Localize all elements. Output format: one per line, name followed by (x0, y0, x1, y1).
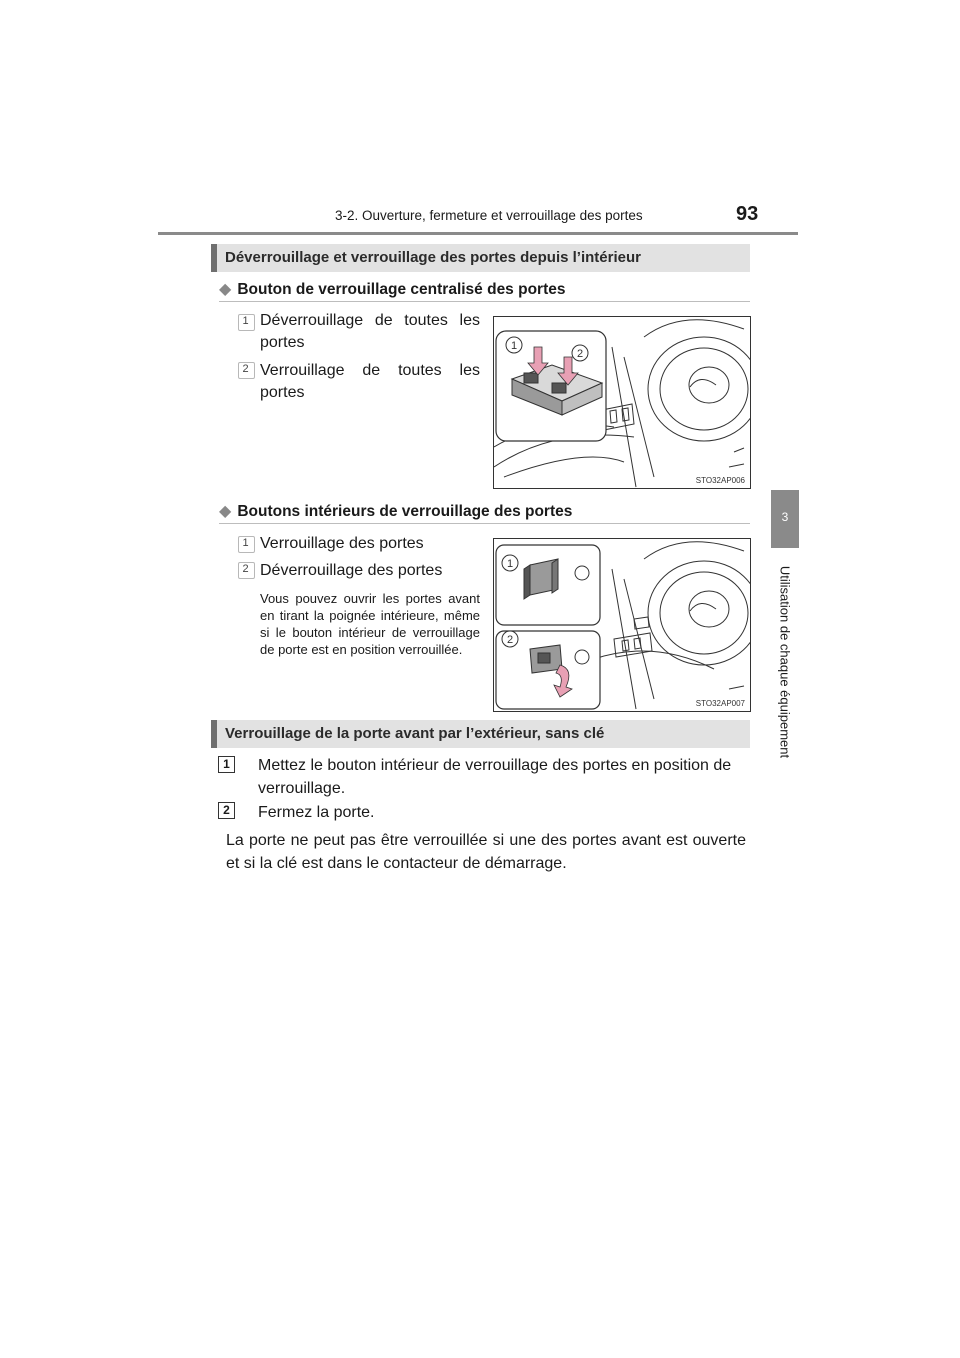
step-text: Mettez le bouton intérieur de verrouillage des portes en position de verrouillage. (258, 757, 732, 797)
chapter-label: Utilisation de chaque équipement (777, 565, 793, 759)
section-heading-text: Verrouillage de la porte avant par l’extérieur, sans clé (225, 725, 605, 742)
diamond-icon: ◆ (219, 281, 232, 298)
central-lock-illustration (494, 317, 751, 489)
section-heading-interior (211, 244, 750, 272)
running-header: 3-2. Ouverture, fermeture et verrouillage des portes (335, 208, 643, 223)
subheading-rule (219, 523, 750, 524)
subheading-inside-lock (219, 501, 572, 521)
inside-lock-illustration (494, 539, 751, 712)
diamond-icon: ◆ (219, 503, 232, 520)
chapter-tab (771, 490, 799, 548)
subheading-text: Bouton de verrouillage centralisé des portes (237, 281, 566, 298)
figure-code: STO32AP007 (695, 699, 745, 708)
section-heading-exterior (211, 720, 750, 748)
note-text: Vous pouvez ouvrir les portes avant en tirant la poignée intérieure, même si le bouton intérieur de verrouillage de porte est en position verrouillée. (260, 591, 480, 657)
item-text: Déverrouillage des portes (260, 562, 443, 579)
step-text: Fermez la porte. (258, 804, 375, 821)
header-rule (158, 232, 798, 235)
item-text: Déverrouillage de toutes les portes (260, 312, 480, 351)
step-number-box: 2 (218, 802, 235, 819)
chapter-number: 3 (781, 510, 789, 524)
item-number-badge: 1 (238, 536, 253, 551)
figure-central-lock (493, 316, 751, 489)
item-number-badge: 2 (238, 362, 253, 377)
figure-code: STO32AP006 (695, 476, 745, 485)
item-number-badge: 2 (238, 562, 253, 577)
section-bar (211, 720, 217, 748)
item-text: Verrouillage de toutes les portes (260, 362, 480, 401)
section-heading-text: Déverrouillage et verrouillage des portes depuis l’intérieur (225, 249, 641, 266)
figure-callout: 1 (506, 558, 514, 570)
figure-inside-lock (493, 538, 751, 712)
step-number-box: 1 (218, 756, 235, 773)
figure-callout: 2 (576, 348, 584, 360)
subheading-text: Boutons intérieurs de verrouillage des portes (237, 503, 573, 520)
figure-callout: 1 (510, 340, 518, 352)
figure-callout: 2 (506, 634, 514, 646)
section-bar (211, 244, 217, 272)
paragraph-note: La porte ne peut pas être verrouillée si une des portes avant est ouverte et si la clé est dans le contacteur de démarrage. (226, 832, 746, 872)
item-number-badge: 1 (238, 314, 253, 329)
page-number: 93 (736, 203, 759, 225)
subheading-central-lock (219, 279, 565, 299)
subheading-rule (219, 301, 750, 302)
item-text: Verrouillage des portes (260, 535, 424, 552)
